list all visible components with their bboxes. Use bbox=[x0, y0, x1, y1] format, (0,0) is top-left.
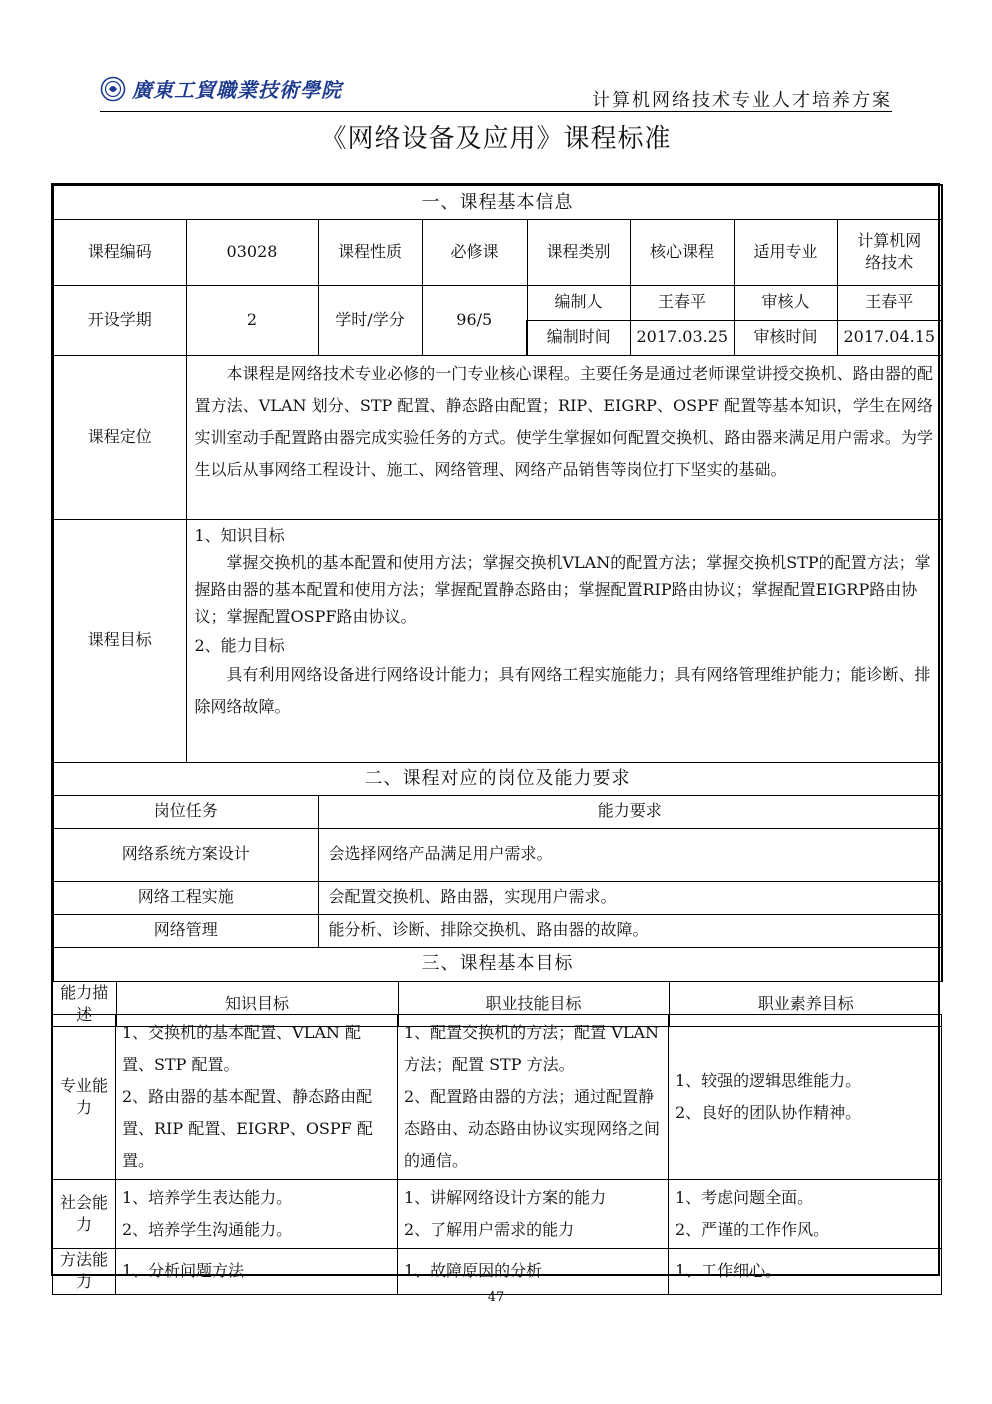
job-task-cell: 网络系统方案设计 bbox=[53, 828, 318, 881]
job-task-cell: 网络工程实施 bbox=[53, 881, 318, 914]
author-label: 编制人 bbox=[527, 285, 630, 320]
quality-item: 2、严谨的工作作风。 bbox=[675, 1220, 830, 1239]
quality-goal-header: 职业素养目标 bbox=[669, 982, 942, 1027]
review-date-value: 2017.04.15 bbox=[837, 320, 942, 355]
review-date-label: 审核时间 bbox=[734, 320, 837, 355]
course-nature-label: 课程性质 bbox=[318, 219, 422, 285]
reviewer-value: 王春平 bbox=[837, 285, 942, 320]
course-code-label: 课程编码 bbox=[53, 219, 186, 285]
table-row bbox=[53, 828, 942, 881]
document-title: 《网络设备及应用》课程标准 bbox=[320, 124, 672, 154]
knowledge-goal-header: 知识目标 bbox=[116, 982, 398, 1027]
job-task-cell: 网络管理 bbox=[53, 914, 318, 947]
knowledge-goal-text: 掌握交换机的基本配置和使用方法；掌握交换机VLAN的配置方法；掌握交换机STP的配置方法；掌握路由器的基本配置和使用方法；掌握配置静态路由；掌握配置RIP路由协议；掌握配置EIGRP路由协议；掌握配置OSPF路由协议。 bbox=[194, 552, 931, 626]
skill-item: 1、配置交换机的方法；配置 VLAN 方法；配置 STP 方法。 bbox=[404, 1023, 660, 1074]
major-label: 适用专业 bbox=[734, 219, 837, 285]
major-value: 计算机网络技术 bbox=[837, 219, 942, 285]
skill-cell bbox=[398, 1015, 669, 1180]
knowledge-item: 2、培养学生沟通能力。 bbox=[122, 1220, 293, 1239]
table-row bbox=[53, 1249, 942, 1295]
course-category-label: 课程类别 bbox=[527, 219, 630, 285]
skill-item: 1、故障原因的分析 bbox=[404, 1261, 543, 1281]
positioning-label: 课程定位 bbox=[53, 355, 186, 519]
knowledge-item: 1、培养学生表达能力。 bbox=[122, 1188, 293, 1207]
course-info-table bbox=[52, 184, 943, 1027]
ability-desc-header: 能力描述 bbox=[53, 982, 116, 1027]
semester-value: 2 bbox=[186, 285, 318, 355]
ability-cell: 专业能力 bbox=[53, 1015, 116, 1180]
knowledge-item: 1、分析问题方法 bbox=[122, 1261, 245, 1281]
skill-cell bbox=[398, 1249, 669, 1295]
section-heading-basic-info: 一、课程基本信息 bbox=[53, 185, 942, 219]
quality-item: 1、较强的逻辑思维能力。 bbox=[675, 1071, 862, 1090]
skill-goal-header: 职业技能目标 bbox=[398, 982, 669, 1027]
school-logo bbox=[100, 74, 342, 103]
basic-goals-table bbox=[52, 1014, 942, 1295]
table-row bbox=[53, 1015, 942, 1180]
header-rule bbox=[100, 111, 892, 112]
quality-cell bbox=[669, 1180, 942, 1249]
quality-item: 2、良好的团队协作精神。 bbox=[675, 1103, 862, 1122]
skill-item: 2、配置路由器的方法；通过配置静态路由、动态路由协议实现网络之间的通信。 bbox=[404, 1087, 661, 1170]
ability-cell: 社会能力 bbox=[53, 1180, 116, 1249]
ability-cell: 方法能力 bbox=[53, 1249, 116, 1295]
semester-label: 开设学期 bbox=[53, 285, 186, 355]
hours-value: 96/5 bbox=[422, 285, 527, 355]
quality-item: 1、工作细心。 bbox=[675, 1261, 782, 1281]
reviewer-label: 审核人 bbox=[734, 285, 837, 320]
quality-cell bbox=[669, 1015, 942, 1180]
ability-requirement-cell: 能分析、诊断、排除交换机、路由器的故障。 bbox=[318, 914, 942, 947]
ability-goal-heading: 2、能力目标 bbox=[194, 635, 285, 655]
course-category-value: 核心课程 bbox=[630, 219, 734, 285]
page-number: 47 bbox=[487, 1290, 505, 1305]
table-row bbox=[53, 914, 942, 947]
job-task-header: 岗位任务 bbox=[53, 795, 318, 828]
knowledge-item: 1、交换机的基本配置、VLAN 配置、STP 配置。 bbox=[122, 1023, 362, 1074]
table-row bbox=[53, 1180, 942, 1249]
knowledge-goal-heading: 1、知识目标 bbox=[194, 525, 285, 545]
table-row bbox=[53, 881, 942, 914]
plan-title: 计算机网络技术专业人才培养方案 bbox=[592, 90, 892, 111]
ability-requirement-cell: 会选择网络产品满足用户需求。 bbox=[318, 828, 942, 881]
positioning-text: 本课程是网络技术专业必修的一门专业核心课程。主要任务是通过老师课堂讲授交换机、路由器的配置方法、VLAN 划分、STP 配置、静态路由配置；RIP、EIGRP、OSPF 配置等基本知识，学生在网络实训室动手配置路由器完成实验任务的方式。使学生掌握如何配置交换机、路由器来满足用户需求。为学生以后从事网络工程设计、施工、网络管理、网络产品销售等岗位打下坚实的基础。 bbox=[194, 363, 933, 479]
skill-item: 1、讲解网络设计方案的能力 bbox=[404, 1188, 607, 1207]
skill-item: 2、了解用户需求的能力 bbox=[404, 1220, 575, 1239]
section-heading-basic-goals: 三、课程基本目标 bbox=[53, 947, 942, 981]
positioning-cell bbox=[186, 355, 942, 519]
quality-item: 1、考虑问题全面。 bbox=[675, 1188, 814, 1207]
knowledge-cell bbox=[116, 1249, 398, 1295]
ability-requirement-cell: 会配置交换机、路由器，实现用户需求。 bbox=[318, 881, 942, 914]
page-header bbox=[100, 70, 892, 110]
ability-requirement-header: 能力要求 bbox=[318, 795, 942, 828]
ability-goal-text: 具有利用网络设备进行网络设计能力；具有网络工程实施能力；具有网络管理维护能力；能诊断、排除网络故障。 bbox=[194, 664, 931, 716]
school-name: 廣東工貿職業技術學院 bbox=[132, 78, 342, 102]
author-date-value: 2017.03.25 bbox=[630, 320, 734, 355]
knowledge-item: 2、路由器的基本配置、静态路由配置、RIP 配置、EIGRP、OSPF 配置。 bbox=[122, 1087, 373, 1170]
school-emblem-icon bbox=[100, 76, 126, 102]
course-code-value: 03028 bbox=[186, 219, 318, 285]
goals-cell bbox=[186, 519, 942, 762]
goals-label: 课程目标 bbox=[53, 519, 186, 762]
author-value: 王春平 bbox=[630, 285, 734, 320]
section-heading-job-requirements: 二、课程对应的岗位及能力要求 bbox=[53, 762, 942, 795]
course-nature-value: 必修课 bbox=[422, 219, 527, 285]
knowledge-cell bbox=[116, 1180, 398, 1249]
hours-label: 学时/学分 bbox=[318, 285, 422, 355]
knowledge-cell bbox=[116, 1015, 398, 1180]
quality-cell bbox=[669, 1249, 942, 1295]
author-date-label: 编制时间 bbox=[527, 320, 630, 355]
skill-cell bbox=[398, 1180, 669, 1249]
